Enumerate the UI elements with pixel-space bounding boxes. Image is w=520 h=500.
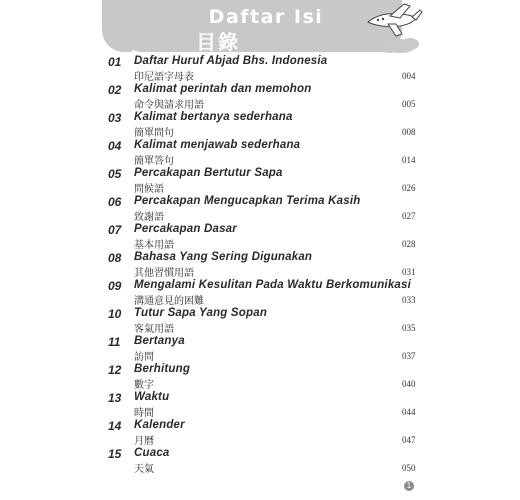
entry-title: Mengalami Kesulitan Pada Waktu Berkomunikasi <box>134 279 412 291</box>
entry-page: 026 <box>402 183 416 193</box>
entry-number: 03 <box>108 111 122 125</box>
entry-subtitle: 時間 <box>134 408 154 419</box>
entry-page: 037 <box>402 351 416 361</box>
entry-subtitle: 問候語 <box>134 184 164 195</box>
entry-subtitle: 命令與請求用語 <box>134 100 204 111</box>
toc-entry-14[interactable] <box>0 419 520 447</box>
entry-subtitle: 天氣 <box>134 464 154 475</box>
entry-page: 027 <box>402 211 416 221</box>
entry-title: Kalimat menjawab sederhana <box>134 139 301 151</box>
toc-entry-04[interactable] <box>0 139 520 167</box>
page-title-cjk: 目錄 <box>196 30 240 54</box>
toc-entry-15[interactable] <box>0 447 520 475</box>
entry-title: Berhitung <box>134 363 191 375</box>
entry-number: 12 <box>108 363 122 377</box>
toc-entry-13[interactable] <box>0 391 520 419</box>
toc-entry-06[interactable] <box>0 195 520 223</box>
entry-number: 01 <box>108 55 122 69</box>
page-title: Daftar Isi <box>208 6 324 28</box>
entry-title: Kalimat perintah dan memohon <box>134 83 312 95</box>
entry-number: 06 <box>108 195 122 209</box>
entry-subtitle: 月曆 <box>134 436 154 447</box>
entry-page: 035 <box>402 323 416 333</box>
entry-subtitle: 基本用語 <box>134 240 174 251</box>
toc-entry-02[interactable] <box>0 83 520 111</box>
entry-title: Percakapan Bertutur Sapa <box>134 167 283 179</box>
entry-subtitle: 致謝語 <box>134 212 164 223</box>
toc-entry-05[interactable] <box>0 167 520 195</box>
entry-number: 02 <box>108 83 122 97</box>
entry-title: Kalender <box>134 419 185 431</box>
entry-page: 047 <box>402 435 416 445</box>
toc-entry-03[interactable] <box>0 111 520 139</box>
toc-entry-07[interactable] <box>0 223 520 251</box>
entry-number: 05 <box>108 167 122 181</box>
entry-subtitle: 簡單問句 <box>134 128 174 139</box>
entry-title: Tutur Sapa Yang Sopan <box>134 307 268 319</box>
entry-title: Cuaca <box>134 447 170 459</box>
entry-subtitle: 客氣用語 <box>134 324 174 335</box>
toc-entry-01[interactable] <box>0 55 520 83</box>
entry-number: 04 <box>108 139 122 153</box>
entry-subtitle: 簡單答句 <box>134 156 174 167</box>
entry-page: 004 <box>402 71 416 81</box>
entry-page: 014 <box>402 155 416 165</box>
entry-page: 050 <box>402 463 416 473</box>
page-number-badge: 1 <box>404 481 414 491</box>
entry-page: 031 <box>402 267 416 277</box>
entry-title: Percakapan Dasar <box>134 223 237 235</box>
toc-entry-08[interactable] <box>0 251 520 279</box>
entry-title: Bertanya <box>134 335 185 347</box>
entry-title: Waktu <box>134 391 170 403</box>
toc-entry-09[interactable] <box>0 279 520 307</box>
entry-subtitle: 印尼語字母表 <box>134 72 194 83</box>
entry-number: 10 <box>108 307 122 321</box>
toc-entry-10[interactable] <box>0 307 520 335</box>
toc-entry-12[interactable] <box>0 363 520 391</box>
entry-number: 09 <box>108 279 122 293</box>
entry-page: 033 <box>402 295 416 305</box>
entry-title: Daftar Huruf Abjad Bhs. Indonesia <box>134 55 328 67</box>
entry-subtitle: 其他習慣用語 <box>134 268 194 279</box>
entry-subtitle: 訪問 <box>134 352 154 363</box>
entry-page: 028 <box>402 239 416 249</box>
entry-page: 044 <box>402 407 416 417</box>
entry-number: 08 <box>108 251 122 265</box>
entry-title: Bahasa Yang Sering Digunakan <box>134 251 313 263</box>
entry-page: 008 <box>402 127 416 137</box>
entry-page: 005 <box>402 99 416 109</box>
entry-number: 11 <box>108 335 121 349</box>
entry-subtitle: 溝通意見的困難 <box>134 296 204 307</box>
airplane-cloud-icon <box>360 0 430 56</box>
entry-title: Percakapan Mengucapkan Terima Kasih <box>134 195 361 207</box>
entry-number: 07 <box>108 223 122 237</box>
toc-entry-11[interactable] <box>0 335 520 363</box>
entry-page: 040 <box>402 379 416 389</box>
entry-number: 15 <box>108 447 122 461</box>
entry-title: Kalimat bertanya sederhana <box>134 111 293 123</box>
entry-number: 13 <box>108 391 122 405</box>
entry-number: 14 <box>108 419 122 433</box>
entry-subtitle: 數字 <box>134 380 154 391</box>
